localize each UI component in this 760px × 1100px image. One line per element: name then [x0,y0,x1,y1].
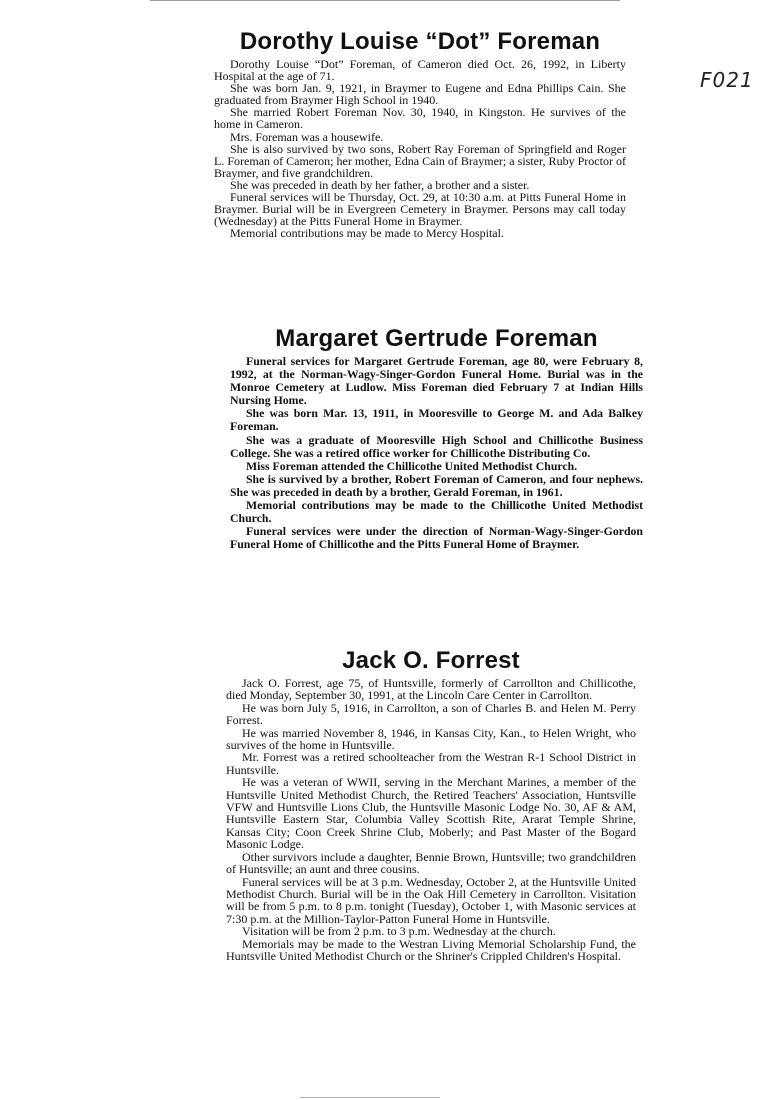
obituary-paragraph: She was born Mar. 13, 1911, in Mooresville to George M. and Ada Balkey Foreman. [230,406,643,434]
obituary-paragraph: Memorials may be made to the Westran Living Memorial Scholarship Fund, the Huntsville United Methodist Church or the Shriner's Crippled Children's Hospital. [226,936,636,963]
obituary-paragraph: She was a graduate of Mooresville High School and Chillicothe Business College. She was a retired office worker for Chillicothe Distributing Co. [230,432,643,460]
obituary-body [214,58,626,239]
obituary-margaret-foreman [230,323,643,551]
obituary-body [226,677,636,962]
obituary-paragraph: Jack O. Forrest, age 75, of Huntsville, formerly of Carrollton and Chillicothe, died Monday, September 30, 1991, at the Lincoln Care Center in Carrollton. [226,676,636,703]
obituary-dorothy-foreman [214,26,626,239]
obituary-paragraph: Visitation will be from 2 p.m. to 3 p.m. Wednesday at the church. [242,924,556,939]
obituary-paragraph: Mrs. Foreman was a housewife. [230,129,384,144]
obituary-title: Dorothy Louise “Dot” Foreman [239,28,601,55]
obituary-paragraph: Funeral services for Margaret Gertrude Foreman, age 80, were February 8, 1992, at the Norman-Wagy-Singer-Gordon Funeral Home. Burial was in the Monroe Cemetery at Ludlow. Miss Foreman died February 7 at Indian Hills Nursing Home. [230,354,643,408]
obituary-paragraph: She was born Jan. 9, 1921, in Braymer to Eugene and Edna Phillips Cain. She graduated from Braymer High School in 1940. [214,81,626,108]
obituary-paragraph: Other survivors include a daughter, Bennie Brown, Huntsville; two grandchildren of Huntsville; an aunt and three cousins. [226,849,636,877]
obituary-paragraph: Miss Foreman attended the Chillicothe United Methodist Church. [246,458,578,473]
obituary-paragraph: She is survived by a brother, Robert Foreman of Cameron, and four nephews. She was preceded in death by a brother, Gerald Foreman, in 1961. [230,471,643,499]
bottom-rule [300,1097,440,1098]
obituary-paragraph: Mr. Forrest was a retired schoolteacher from the Westran R-1 School District in Huntsville. [226,750,636,777]
obituary-title: Jack O. Forrest [342,647,520,674]
obituary-title: Margaret Gertrude Foreman [275,325,598,352]
obituary-paragraph: Memorial contributions may be made to the Chillicothe United Methodist Church. [230,498,643,526]
obituary-paragraph: She is also survived by two sons, Robert Ray Foreman of Springfield and Roger L. Foreman of Cameron; her mother, Edna Cain of Braymer; a sister, Ruby Proctor of Braymer, and five grandchildren. [214,141,626,180]
obituary-body [230,355,643,551]
obituary-jack-forrest [226,645,636,962]
obituary-paragraph: He was born July 5, 1916, in Carrollton, a son of Charles B. and Helen M. Perry Forrest. [226,700,636,728]
top-rule [150,0,620,1]
obituary-paragraph: Funeral services will be at 3 p.m. Wednesday, October 2, at the Huntsville United Methodist Church. Burial will be in the Oak Hill Cemetery in Carrollton. Visitation will be from 5 p.m. to 8 p.m. tonight (Tuesday), October 1, with Masonic services at 7:30 p.m. at the Million-Taylor-Patton Funeral Home in Huntsville. [226,874,636,926]
obituary-paragraph: She married Robert Foreman Nov. 30, 1940, in Kingston. He survives of the home in Cameron. [214,105,626,132]
obituary-paragraph: Dorothy Louise “Dot” Foreman, of Cameron died Oct. 26, 1992, in Liberty Hospital at the age of 71. [214,57,626,84]
obituary-paragraph: He was married November 8, 1946, in Kansas City, Kan., to Helen Wright, who survives of the home in Huntsville. [226,725,636,753]
obituary-paragraph: She was preceded in death by her father, a brother and a sister. [230,177,530,192]
obituary-paragraph: Memorial contributions may be made to Mercy Hospital. [230,226,504,241]
obituary-paragraph: Funeral services will be Thursday, Oct. 29, at 10:30 a.m. at Pitts Funeral Home in Braymer. Burial will be in Evergreen Cemetery in Braymer. Persons may call today (Wednesday) at the Pitts Funeral Home in Braymer. [214,190,626,229]
obituary-paragraph: He was a veteran of WWII, serving in the Merchant Marines, a member of the Huntsville United Methodist Church, the Retired Teachers' Association, Huntsville VFW and Huntsville Lions Club, the Huntsville Masonic Lodge No. 30, AF & AM, Huntsville Eastern Star, Columbia Valley Scottish Rite, Ararat Temple Shrine, Kansas City; Coon Creek Shrine Club, Moberly; and Past Master of the Bogard Masonic Lodge. [226,775,636,852]
reference-code: F021 [700,68,754,92]
obituary-paragraph: Funeral services were under the direction of Norman-Wagy-Singer-Gordon Funeral Home of Chillicothe and the Pitts Funeral Home of Braymer. [230,524,643,552]
